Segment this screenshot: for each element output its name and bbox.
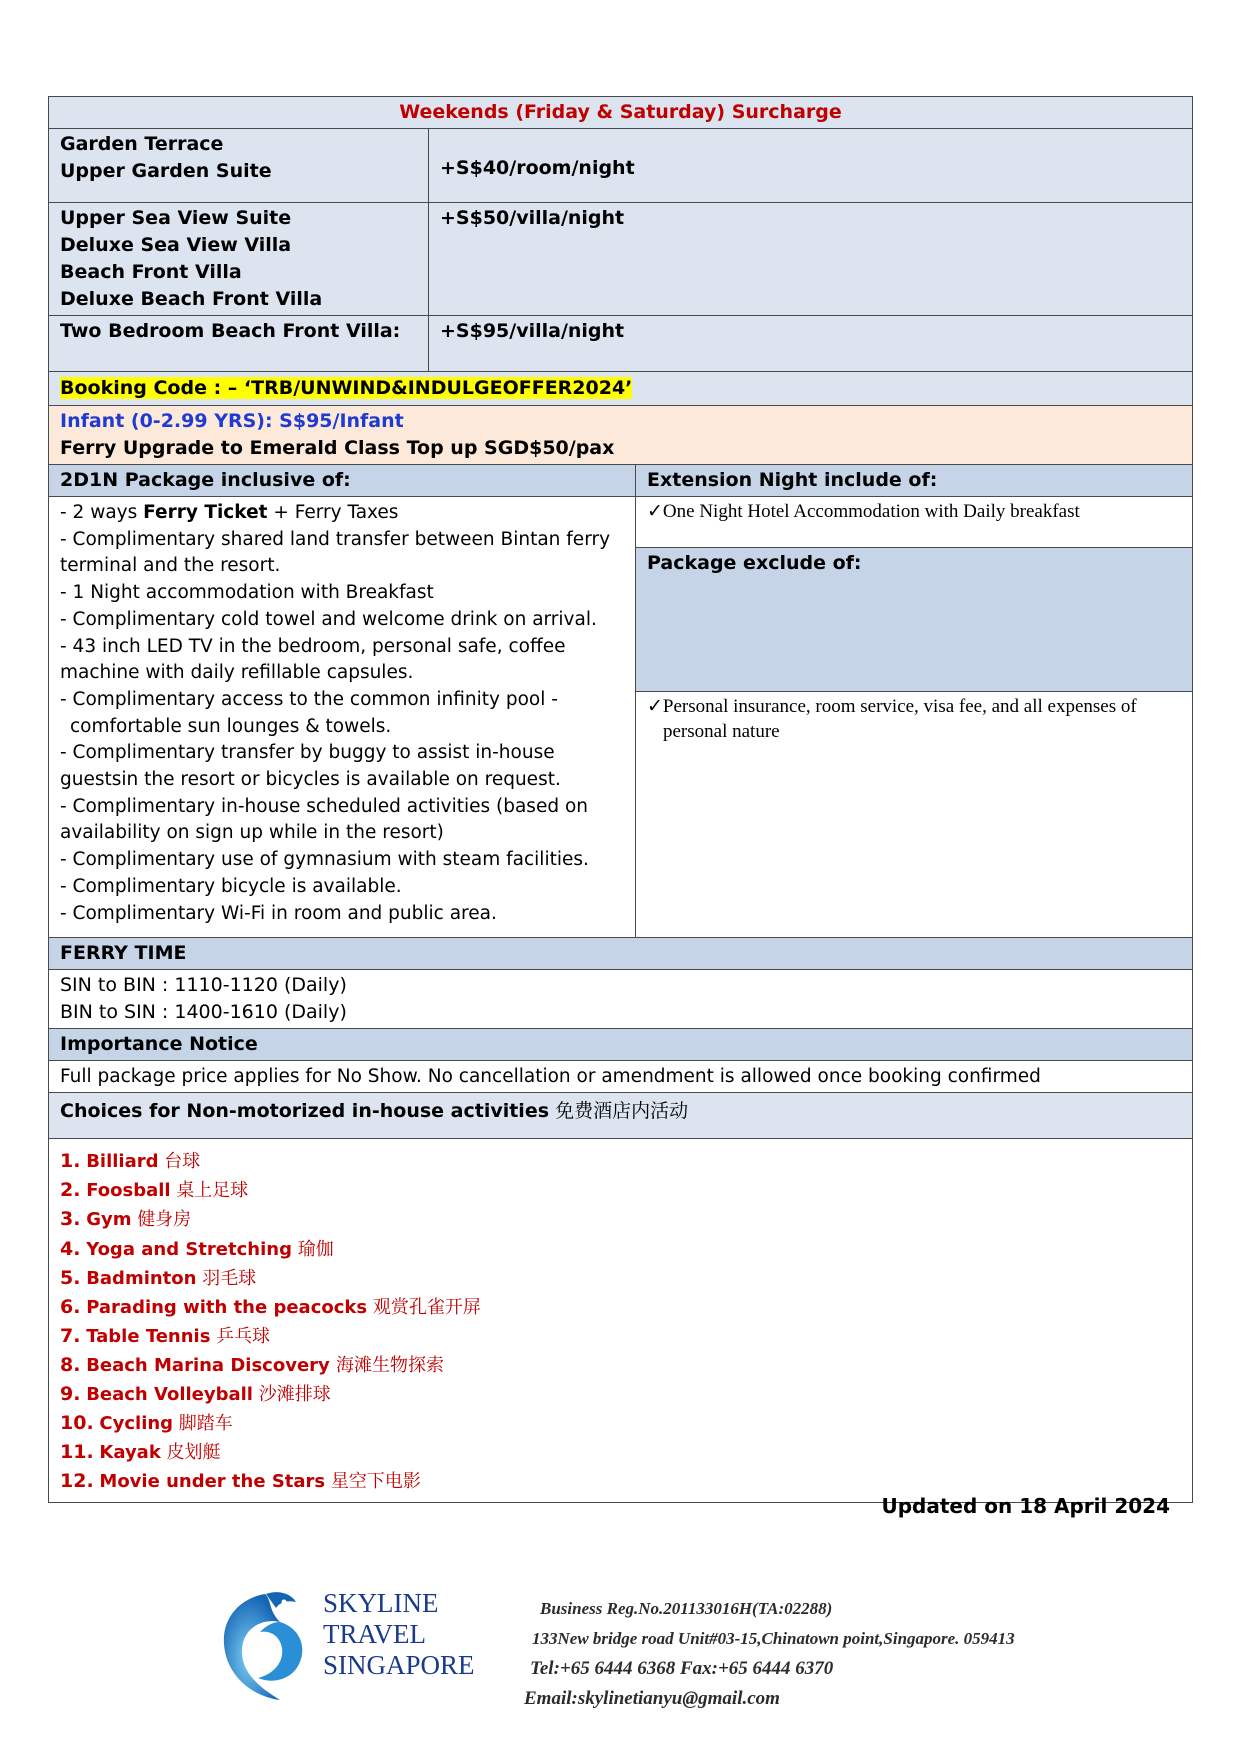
activity-item: 1. Billiard 台球 [60, 1150, 201, 1173]
activity-item: 12. Movie under the Stars 星空下电影 [60, 1470, 421, 1493]
package-item: - Complimentary transfer by buggy to assist in-house guestsin the resort or bicycles is available on request. [60, 742, 561, 791]
activity-item: 3. Gym 健身房 [60, 1208, 192, 1231]
company-name: SKYLINE TRAVEL SINGAPORE [323, 1588, 475, 1680]
ferry-time-line: SIN to BIN : 1110-1120 (Daily) [60, 974, 347, 997]
exclude-content [636, 691, 1193, 938]
company-contact [524, 1594, 1015, 1714]
activities-header: Choices for Non-motorized in-house activities 免费酒店内活动 [49, 1093, 1193, 1139]
surcharge-title: Weekends (Friday & Saturday) Surcharge [49, 97, 1193, 129]
package-item: - Complimentary access to the common infinity pool - [60, 688, 558, 710]
activity-item: 4. Yoga and Stretching 瑜伽 [60, 1237, 334, 1260]
company-address: 133New bridge road Unit#03-15,Chinatown point,Singapore. 059413 [532, 1629, 1015, 1648]
package-item: - 43 inch LED TV in the bedroom, personal safe, coffee machine with daily refillable capsules. [60, 635, 566, 684]
company-tel-fax: Tel:+65 6444 6368 Fax:+65 6444 6370 [530, 1658, 834, 1679]
surcharge-rooms-3: Two Bedroom Beach Front Villa: [49, 316, 429, 372]
exclude-item: ✓Personal insurance, room service, visa fee, and all expenses of personal nature [647, 695, 1137, 742]
extension-header: Extension Night include of: [636, 465, 1193, 497]
package-inclusive-header: 2D1N Package inclusive of: [49, 465, 636, 497]
package-item: - 2 ways Ferry Ticket + Ferry Taxes [60, 502, 399, 523]
ferry-time-content [49, 970, 1193, 1029]
company-footer [210, 1588, 1070, 1738]
business-reg: Business Reg.No.201133016H(TA:02288) [540, 1599, 833, 1618]
package-item: - Complimentary shared land transfer between Bintan ferry terminal and the resort. [60, 528, 611, 577]
activity-item: 8. Beach Marina Discovery 海滩生物探索 [60, 1353, 445, 1376]
surcharge-rate-1: +S$40/room/night [429, 129, 1193, 203]
package-item: - Complimentary cold towel and welcome drink on arrival. [60, 608, 597, 630]
company-email: Email:skylinetianyu@gmail.com [524, 1688, 780, 1709]
updated-date: Updated on 18 April 2024 [881, 1494, 1170, 1518]
infant-price: Infant (0-2.99 YRS): S$95/Infant [60, 410, 404, 432]
package-item: - Complimentary use of gymnasium with steam facilities. [60, 849, 589, 871]
ferry-time-line: BIN to SIN : 1400-1610 (Daily) [60, 1001, 347, 1024]
package-item: - Complimentary Wi-Fi in room and public area. [60, 902, 497, 924]
package-table [48, 96, 1193, 1503]
activity-item: 7. Table Tennis 乒乓球 [60, 1324, 271, 1347]
activity-item: 10. Cycling 脚踏车 [60, 1412, 233, 1435]
package-inclusive-list [49, 497, 636, 938]
exclude-header: Package exclude of: [636, 548, 1193, 692]
extension-content [636, 497, 1193, 548]
activity-item: 5. Badminton 羽毛球 [60, 1266, 257, 1289]
surcharge-rate-3: +S$95/villa/night [429, 316, 1193, 372]
ferry-time-header: FERRY TIME [49, 938, 1193, 970]
activity-item: 6. Parading with the peacocks 观赏孔雀开屏 [60, 1295, 481, 1318]
activity-item: 2. Foosball 桌上足球 [60, 1179, 249, 1202]
infant-ferry-row [49, 406, 1193, 465]
activities-list-cell [49, 1139, 1193, 1503]
activity-item: 9. Beach Volleyball 沙滩排球 [60, 1383, 331, 1405]
surcharge-rooms-1: Garden Terrace Upper Garden Suite [49, 129, 429, 203]
skyline-dragon-logo [210, 1588, 320, 1706]
surcharge-rate-2: +S$50/villa/night [429, 203, 1193, 316]
package-document [48, 96, 1192, 1503]
ferry-upgrade: Ferry Upgrade to Emerald Class Top up SGD$50/pax [60, 437, 615, 459]
booking-code-row [49, 372, 1193, 406]
package-item: - Complimentary bicycle is available. [60, 875, 402, 897]
activity-item: 11. Kayak 皮划艇 [60, 1441, 221, 1464]
notice-header: Importance Notice [49, 1029, 1193, 1061]
activities-list [60, 1141, 1181, 1500]
package-item: - Complimentary in-house scheduled activities (based on availability on sign up while in the resort) [60, 795, 588, 844]
package-item: - 1 Night accommodation with Breakfast [60, 582, 434, 604]
booking-code: Booking Code : – ‘TRB/UNWIND&INDULGEOFFER2024’ [60, 377, 633, 399]
extension-item: ✓One Night Hotel Accommodation with Daily breakfast [647, 501, 1080, 522]
notice-text: Full package price applies for No Show. No cancellation or amendment is allowed once booking confirmed [49, 1061, 1193, 1093]
surcharge-rooms-2: Upper Sea View Suite Deluxe Sea View Villa Beach Front Villa Deluxe Beach Front Villa [49, 203, 429, 316]
package-item: comfortable sun lounges & towels. [70, 715, 392, 737]
